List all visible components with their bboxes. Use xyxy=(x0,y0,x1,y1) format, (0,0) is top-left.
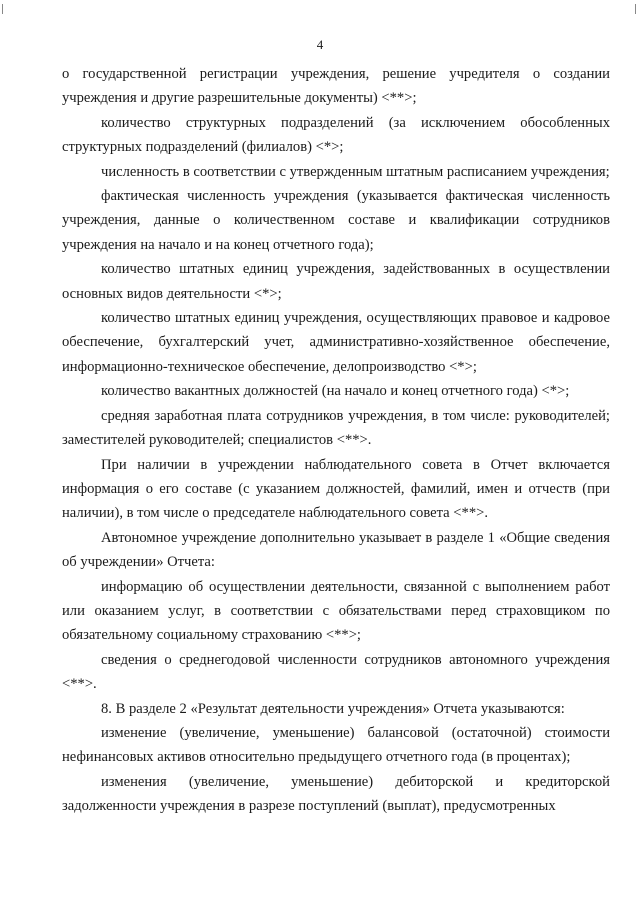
paragraph: изменение (увеличение, уменьшение) балансовой (остаточной) стоимости нефинансовых активов относительно предыдущего отчетного года (в процентах); xyxy=(62,724,610,766)
paragraph: сведения о среднегодовой численности сотрудников автономного учреждения <**>. xyxy=(62,651,610,693)
paragraph-continuation: о государственной регистрации учреждения, решение учредителя о создании учреждения и другие разрешительные документы) <**>; xyxy=(62,66,610,107)
paragraph: количество штатных единиц учреждения, задействованных в осуществлении основных видов деятельности <*>; xyxy=(62,261,610,302)
document-body xyxy=(62,62,610,819)
section-heading-paragraph: 8. В разделе 2 «Результат деятельности учреждения» Отчета указываются: xyxy=(101,700,565,717)
paragraph: средняя заработная плата сотрудников учреждения, в том числе: руководителей; заместителей руководителей; специалистов <**>. xyxy=(62,407,610,449)
paragraph: При наличии в учреждении наблюдательного совета в Отчет включается информация о его составе (с указанием должностей, фамилий, имен и отчеств (при наличии), в том числе о председателе наблюдательного совета <**>. xyxy=(62,456,610,522)
scan-edge-mark xyxy=(2,4,3,14)
scan-edge-mark xyxy=(635,4,636,14)
paragraph: количество вакантных должностей (на начало и конец отчетного года) <*>; xyxy=(101,383,570,400)
paragraph: фактическая численность учреждения (указывается фактическая численность учреждения, данные о количественном составе и квалификации сотрудников учреждения на начало и на конец отчетного года); xyxy=(62,188,610,253)
paragraph: количество штатных единиц учреждения, осуществляющих правовое и кадровое обеспечение, бухгалтерский учет, административно-хозяйственное обеспечение, информационно-техническое обеспечение, делопроизводство <*>; xyxy=(62,310,610,375)
paragraph: количество структурных подразделений (за исключением обособленных структурных подразделений (филиалов) <*>; xyxy=(62,114,610,156)
page-number: 4 xyxy=(316,37,324,52)
paragraph: изменения (увеличение, уменьшение) дебиторской и кредиторской задолженности учреждения в разрезе поступлений (выплат), предусмотренных xyxy=(62,773,610,815)
paragraph: численность в соответствии с утвержденным штатным расписанием учреждения; xyxy=(101,163,610,180)
paragraph: Автономное учреждение дополнительно указывает в разделе 1 «Общие сведения об учреждении» Отчета: xyxy=(62,529,610,571)
paragraph: информацию об осуществлении деятельности, связанной с выполнением работ или оказанием услуг, в соответствии с обязательствами перед страховщиком по обязательному социальному страхованию <**>; xyxy=(62,578,610,644)
